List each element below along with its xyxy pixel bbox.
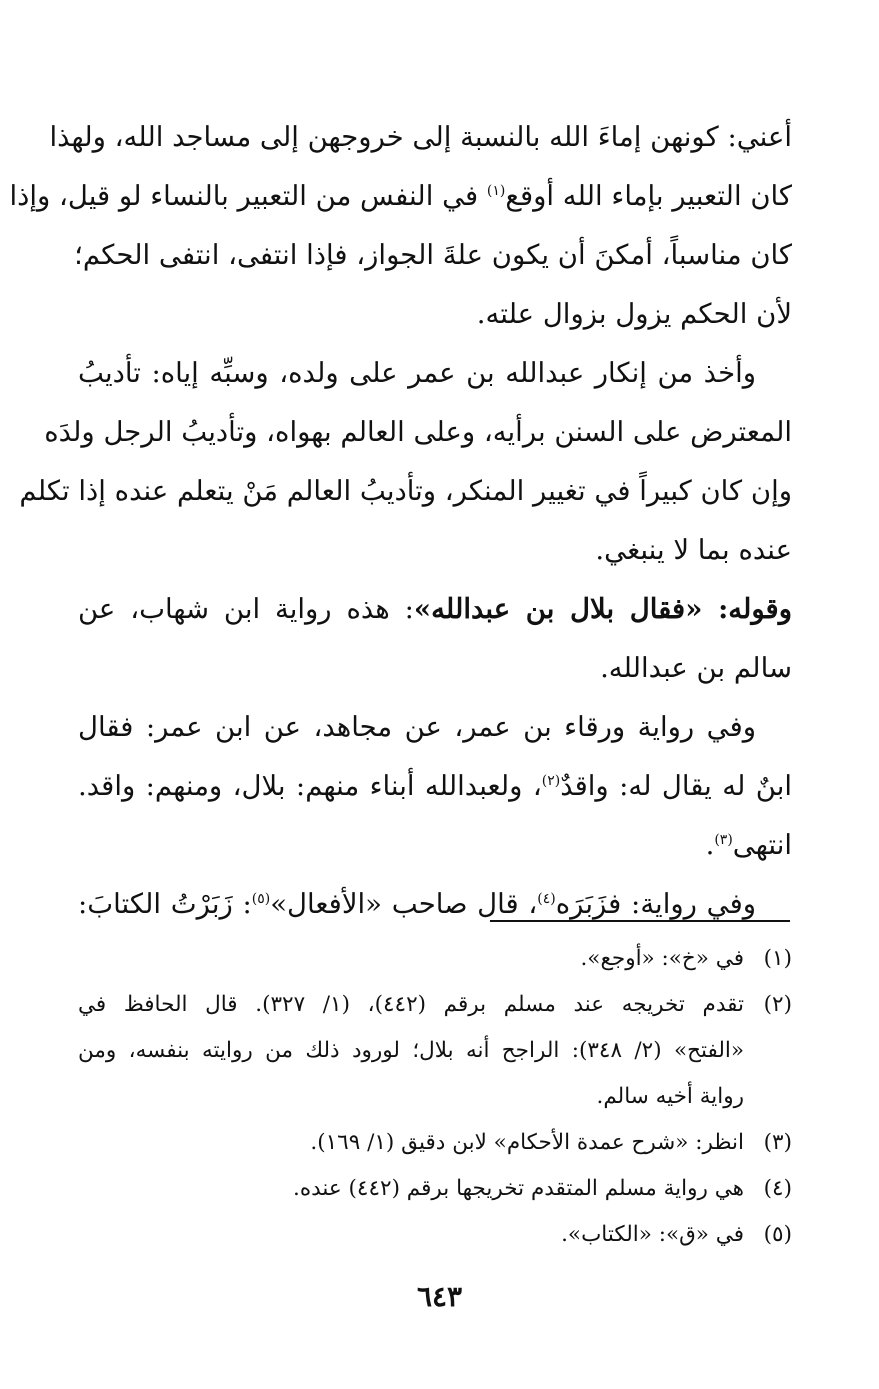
footnote-number: (١) [763,946,792,971]
footnote-number: (٥) [763,1222,792,1247]
paragraph [78,580,792,698]
footnote-marker: (٥) [251,890,271,907]
footnote-marker: (٣) [714,831,733,848]
footnote [78,1166,792,1212]
footnote-text: في «ق»: «الكتاب». [561,1222,744,1247]
footnote-marker: (٤) [537,890,556,907]
text-line: وإن كان كبيراً في تغيير المنكر، وتأديبُ العالم مَنْ يتعلم عنده إذا تكلم [19,475,792,507]
footnote-number: (٤) [763,1176,792,1201]
text-line: كان مناسباً، أمكنَ أن يكون علةَ الجواز، فإذا انتفى، انتفى الحكم؛ [74,239,792,271]
text-line: كان التعبير بإماء الله أوقع$^{(١)}$ في النفس من التعبير بالنساء لو قيل، وإذا [9,180,792,212]
quoted-heading: وقوله: «فقال بلال بن عبدالله» [413,593,792,625]
footnote-text: «الفتح» (٢/ ٣٤٨): الراجح أنه بلال؛ لورود ذلك من روايته بنفسه، ومن [78,1038,745,1063]
text-line: سالم بن عبدالله. [600,652,792,684]
footnote-text: انظر: «شرح عمدة الأحكام» لابن دقيق (١/ ١٦٩). [310,1130,744,1155]
text-line: ابنٌ له يقال له: واقدٌ$^{(٢)}$، ولعبدالله أبناء منهم: بلال، ومنهم: واقد. [78,770,792,802]
text-line: وفي رواية ورقاء بن عمر، عن مجاهد، عن ابن عمر: فقال [78,711,756,743]
text-line: وقوله: «فقال بلال بن عبدالله»: هذه رواية ابن شهاب، عن [78,593,792,625]
main-text [9,108,792,934]
footnote-marker: (٢) [541,772,561,789]
footnote-text: تقدم تخريجه عند مسلم برقم (٤٤٢)، (١/ ٣٢٧). قال الحافظ في [78,992,744,1017]
footnote-number: (٢) [763,992,792,1017]
footnote-number: (٣) [763,1130,792,1155]
text-line: لأن الحكم يزول بزوال علته. [476,298,792,330]
text-line: أعني: كونهن إماءَ الله بالنسبة إلى خروجهن إلى مساجد الله، ولهذا [49,121,792,153]
paragraph [19,344,792,580]
footnotes [78,936,792,1258]
paragraph [78,875,792,934]
footnote-text: رواية أخيه سالم. [596,1084,744,1109]
footnote [78,982,792,1120]
footnote [78,1212,792,1258]
footnote-text: هي رواية مسلم المتقدم تخريجها برقم (٤٤٢) عنده. [292,1176,744,1201]
text-line: المعترض على السنن برأيه، وعلى العالم بهواه، وتأديبُ الرجل ولدَه [44,416,792,448]
text-line: وأخذ من إنكار عبدالله بن عمر على ولده، وسبِّه إياه: تأديبُ [78,357,756,389]
footnote-text: في «خ»: «أوجع». [580,946,744,971]
footnote [78,936,792,982]
paragraph [78,698,792,875]
footnote [78,1120,792,1166]
paragraph [9,108,792,344]
footnote-marker: (١) [486,182,506,199]
text-line: عنده بما لا ينبغي. [595,534,792,566]
footnote-separator [490,920,790,922]
text-line: انتهى$^{(٣)}$. [705,829,792,861]
text-line: وفي رواية: فزَبَرَه$^{(٤)}$، قال صاحب «الأفعال»$^{(٥)}$: زَبَرْتُ الكتابَ: [78,888,756,920]
page-number: ٦٤٣ [416,1280,463,1313]
